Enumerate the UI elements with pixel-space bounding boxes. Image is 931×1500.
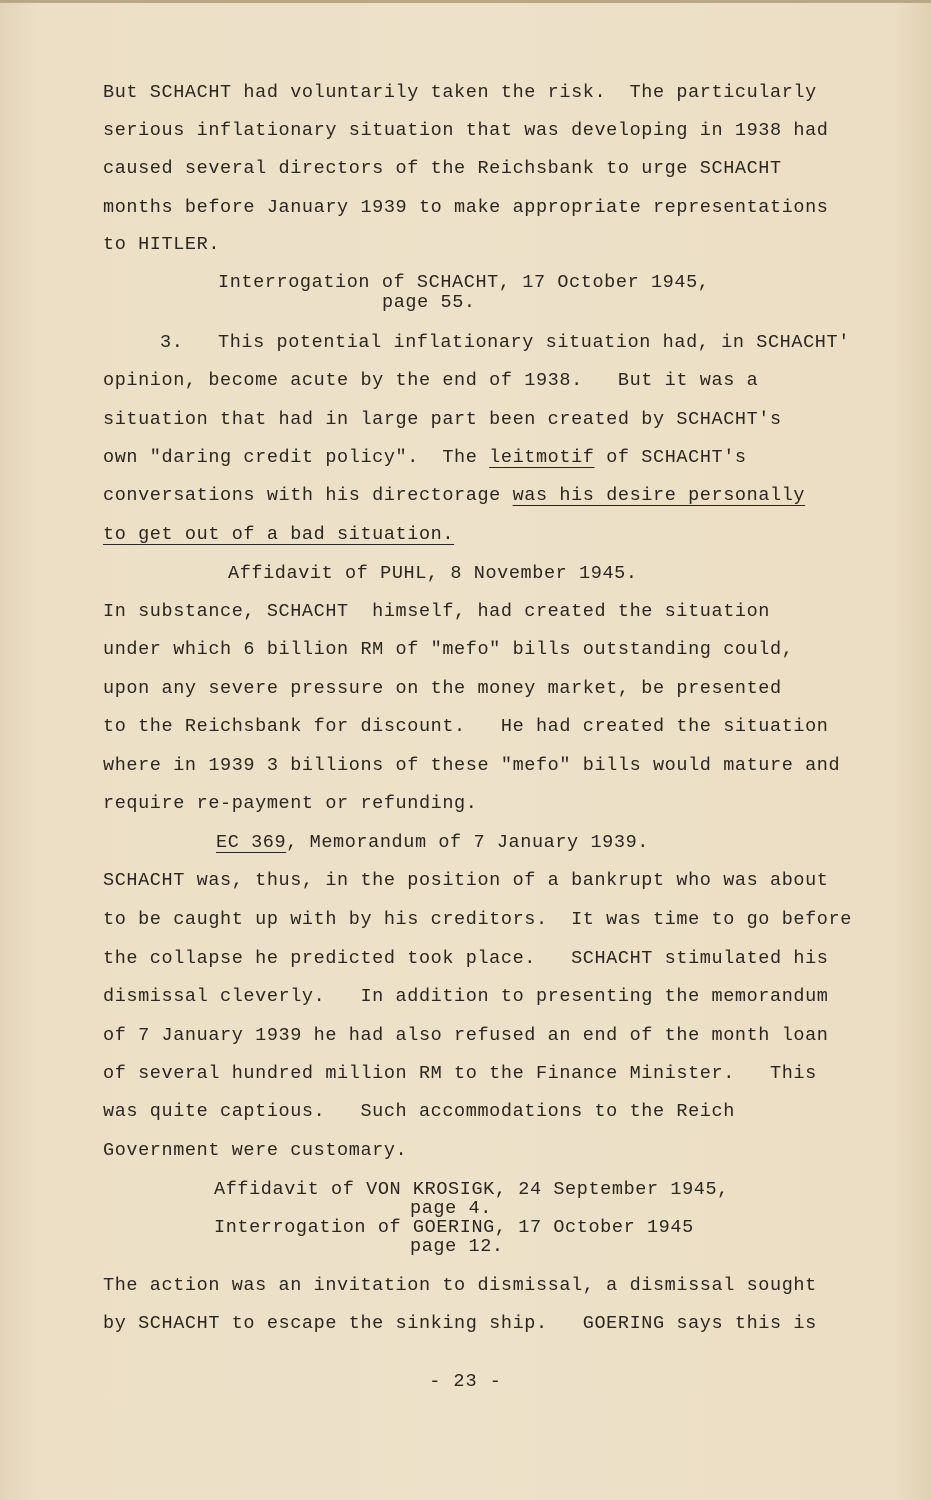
body-line: the collapse he predicted took place. SCHACHT stimulated his (103, 948, 829, 969)
document-reference: EC 369 (216, 832, 287, 853)
body-line: require re-payment or refunding. (103, 793, 478, 814)
citation: Interrogation of SCHACHT, 17 October 1945, (218, 272, 710, 293)
body-line: where in 1939 3 billions of these "mefo" bills would mature and (103, 755, 841, 776)
text-run: conversations with his directorage (103, 485, 513, 506)
text-run: own "daring credit policy". The (103, 447, 490, 468)
body-line: caused several directors of the Reichsbank to urge SCHACHT (103, 158, 782, 179)
text-run: , Memorandum of 7 January 1939. (286, 832, 649, 853)
text-run: of SCHACHT's (594, 447, 747, 468)
body-line: to be caught up with by his creditors. It was time to go before (103, 909, 852, 930)
body-line: by SCHACHT to escape the sinking ship. GOERING says this is (103, 1313, 817, 1334)
body-line (103, 524, 454, 546)
citation: page 4. (410, 1198, 492, 1219)
underlined-phrase: to get out of a bad situation. (103, 524, 455, 545)
underlined-phrase: was his desire personally (512, 485, 806, 506)
body-line: dismissal cleverly. In addition to presenting the memorandum (103, 986, 829, 1007)
body-line: to HITLER. (103, 234, 221, 255)
body-line: opinion, become acute by the end of 1938. But it was a (103, 370, 759, 391)
body-line: serious inflationary situation that was developing in 1938 had (103, 120, 829, 141)
citation (216, 833, 649, 853)
page-number: - 23 - (429, 1371, 502, 1392)
body-line: But SCHACHT had voluntarily taken the risk. The particularly (103, 82, 817, 103)
body-line: SCHACHT was, thus, in the position of a bankrupt who was about (103, 870, 829, 891)
underlined-term: leitmotif (489, 447, 595, 468)
citation: page 12. (410, 1236, 504, 1257)
body-line: months before January 1939 to make appropriate representations (103, 197, 829, 218)
citation: Affidavit of VON KROSIGK, 24 September 1945, (214, 1179, 729, 1200)
body-line: In substance, SCHACHT himself, had created the situation (103, 601, 771, 622)
body-line: Government were customary. (103, 1140, 408, 1161)
citation: Interrogation of GOERING, 17 October 1945 (214, 1217, 694, 1238)
body-line: was quite captious. Such accommodations to the Reich (103, 1101, 735, 1122)
body-line: under which 6 billion RM of "mefo" bills outstanding could, (103, 639, 794, 660)
paragraph-number: 3. (160, 332, 184, 353)
body-line: of several hundred million RM to the Finance Minister. This (103, 1063, 817, 1084)
citation: Affidavit of PUHL, 8 November 1945. (228, 563, 638, 584)
body-line: The action was an invitation to dismissal, a dismissal sought (103, 1275, 817, 1296)
body-line (103, 485, 805, 507)
body-line: This potential inflationary situation had, in SCHACHT' (218, 332, 850, 353)
body-line: to the Reichsbank for discount. He had created the situation (103, 716, 829, 737)
citation: page 55. (382, 292, 476, 313)
page-edge (0, 0, 931, 3)
body-line: of 7 January 1939 he had also refused an end of the month loan (103, 1025, 829, 1046)
body-line: upon any severe pressure on the money market, be presented (103, 678, 782, 699)
body-line: situation that had in large part been created by SCHACHT's (103, 409, 782, 430)
body-line (103, 447, 747, 469)
